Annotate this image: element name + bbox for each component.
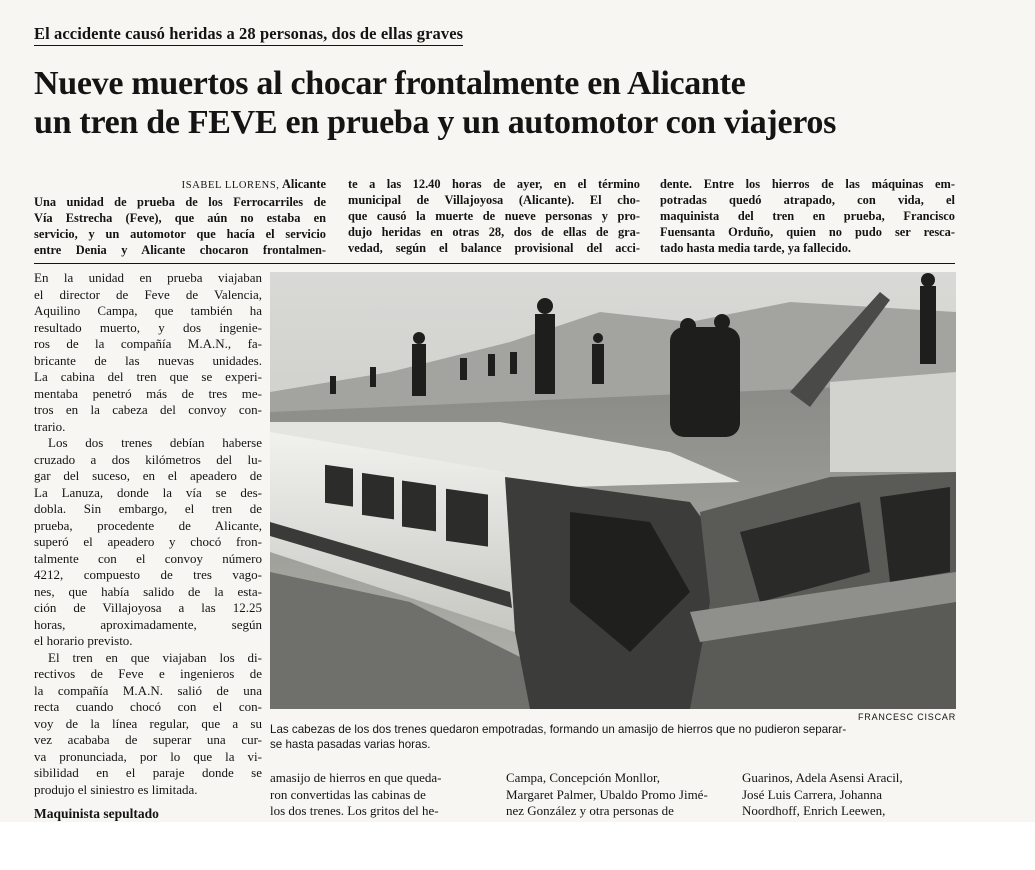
workers-cluster [670,327,740,437]
lead-line: vedad, según el balance provisional del acci- [348,241,640,255]
body-line: talmente con el convoy número [34,550,262,566]
bottom-column-1 [270,770,492,820]
lead-line: potradas quedó atrapado, con vida, el [660,193,955,207]
person-head [593,333,603,343]
body-line: dobla. Sin embargo, el tren de [34,501,262,516]
body-line: Los dos trenes debían haberse [48,435,262,450]
headline-line-2: un tren de FEVE en prueba y un automotor con viajeros [34,104,837,141]
headline [34,64,934,142]
body-line: recta cuando chocó con el con- [34,699,262,714]
photo-caption [270,722,960,752]
body-line: La Lanuza, donde la vía se des- [34,484,262,500]
bystander [330,376,336,394]
body-line: Margaret Palmer, Ubaldo Promo Jimé- [506,786,708,802]
body-line: 4212, compuesto de tres vago- [34,567,262,582]
caption-line: se hasta pasadas varias horas. [270,738,431,751]
bottom-column-2 [506,770,728,820]
person [412,344,426,396]
body-line: prueba, procedente de Alicante, [34,517,262,533]
bystander [510,352,517,374]
body-line: amasijo de hierros en que queda- [270,770,442,785]
lead-line: Una unidad de prueba de los Ferrocarriles de [34,195,326,209]
body-line: Guarinos, Adela Asensi Aracil, [742,770,903,785]
bystander [370,367,376,387]
train-window [362,473,394,519]
body-line: ción de Villajoyosa a las 12.25 [34,600,262,615]
lead-column-2 [348,176,640,256]
caption-line: Las cabezas de los dos trenes quedaron empotradas, formando un amasijo de hierros que no pudieron separar- [270,723,847,736]
body-line: cruzado a dos kilómetros del lu- [34,451,262,467]
cab-window [880,487,950,582]
body-line: trario. [34,418,66,434]
body-line: Campa, Concepción Monllor, [506,770,661,785]
body-line: El tren en que viajaban los di- [48,649,262,665]
person [592,344,604,384]
body-line: gar del suceso, en el apeadero de [34,468,262,483]
lead-line: Fuensanta Orduño, quien no pudo ser resca- [660,225,955,239]
photo-credit: FRANCESC CISCAR [857,712,956,722]
body-line: ros de la compañía M.A.N., fa- [34,336,262,351]
train-crash-photo [270,272,956,709]
byline: ISABEL LLORENS, [181,180,280,191]
lead-line: maquinista del tren en prueba, Francisco [660,209,955,223]
bystander [460,358,467,380]
bottom-column-3 [742,770,958,820]
lead-line: municipal de Villajoyosa (Alicante). El cho- [348,193,640,207]
body-line: horas, aproximadamente, según [34,616,262,632]
section-divider [34,263,955,264]
body-line: resultado muerto, y dos ingenie- [34,319,262,335]
body-line: el director de Feve de Valencia, [34,286,262,302]
body-line: Noordhoff, Enrich Leewen, [742,803,886,818]
body-line: sibilidad en el paraje donde se [34,765,262,780]
body-line: nez González y otra personas de [506,803,674,818]
lead-column-3 [660,176,955,256]
body-line: vez acababa de superar una cur- [34,732,262,747]
body-line: José Luis Carrera, Johanna [742,786,883,802]
dateline: Alicante [281,177,326,191]
train-window [402,481,436,532]
lead-line: entre Denia y Alicante chocaron frontalmen- [34,243,326,257]
person-head [413,332,425,344]
person [920,286,936,364]
lead-line: dujo heridas en otras 28, dos de ellas de gra- [348,225,640,239]
body-line: produjo el siniestro es limitada. [34,781,198,797]
body-line: voy de la línea regular, que a su [34,715,262,731]
body-line: los dos trenes. Los gritos del he- [270,803,439,818]
kicker: El accidente causó heridas a 28 personas, dos de ellas graves [34,24,463,46]
person [535,314,555,394]
lead-line: dente. Entre los hierros de las máquinas em- [660,177,955,191]
paragraph-3 [34,650,262,799]
body-column [34,270,262,798]
body-line: rectivos de Feve e ingenieros de [34,666,262,681]
subheading: Maquinista sepultado [34,806,159,821]
paragraph-1 [34,270,262,435]
headline-line-1: Nueve muertos al chocar frontalmente en Alicante [34,65,746,102]
body-line: nes, que había salido de la esta- [34,583,262,599]
body-line: ron convertidas las cabinas de [270,786,426,802]
body-line: La cabina del tren que se experi- [34,369,262,384]
paragraph-2 [34,435,262,650]
lead-line: tado hasta media tarde, ya fallecido. [660,241,852,255]
bystander [488,354,495,376]
body-line: bricante de las nuevas unidades. [34,352,262,368]
person-head [537,298,553,314]
lead-column-1 [34,176,326,258]
body-line: mentaba penetró más de tres me- [34,385,262,401]
body-line: superó el apeadero y chocó fron- [34,534,262,549]
lead-line: servicio, y un automotor que hacía el servicio [34,227,326,241]
body-line: Aquilino Campa, que también ha [34,303,262,318]
person-head [680,318,696,334]
body-line: la compañía M.A.N. salió de una [34,682,262,698]
body-line: En la unidad en prueba viajaban [34,270,262,285]
body-line: el horario previsto. [34,633,133,648]
lead-line: te a las 12.40 horas de ayer, en el término [348,177,640,191]
lead-line: que causó la muerte de nueve personas y pro- [348,209,640,223]
lead-line: Vía Estrecha (Feve), que aún no estaba en [34,211,326,225]
body-line: va pronunciada, por lo que la vi- [34,748,262,764]
person-head [921,273,935,287]
train-window [446,489,488,547]
person-head [714,314,730,330]
body-line: tros en la cabeza del convoy con- [34,402,262,417]
news-photo [270,272,956,709]
train-window [325,465,353,507]
buckled-roof [830,372,956,472]
byline-line [34,176,326,194]
